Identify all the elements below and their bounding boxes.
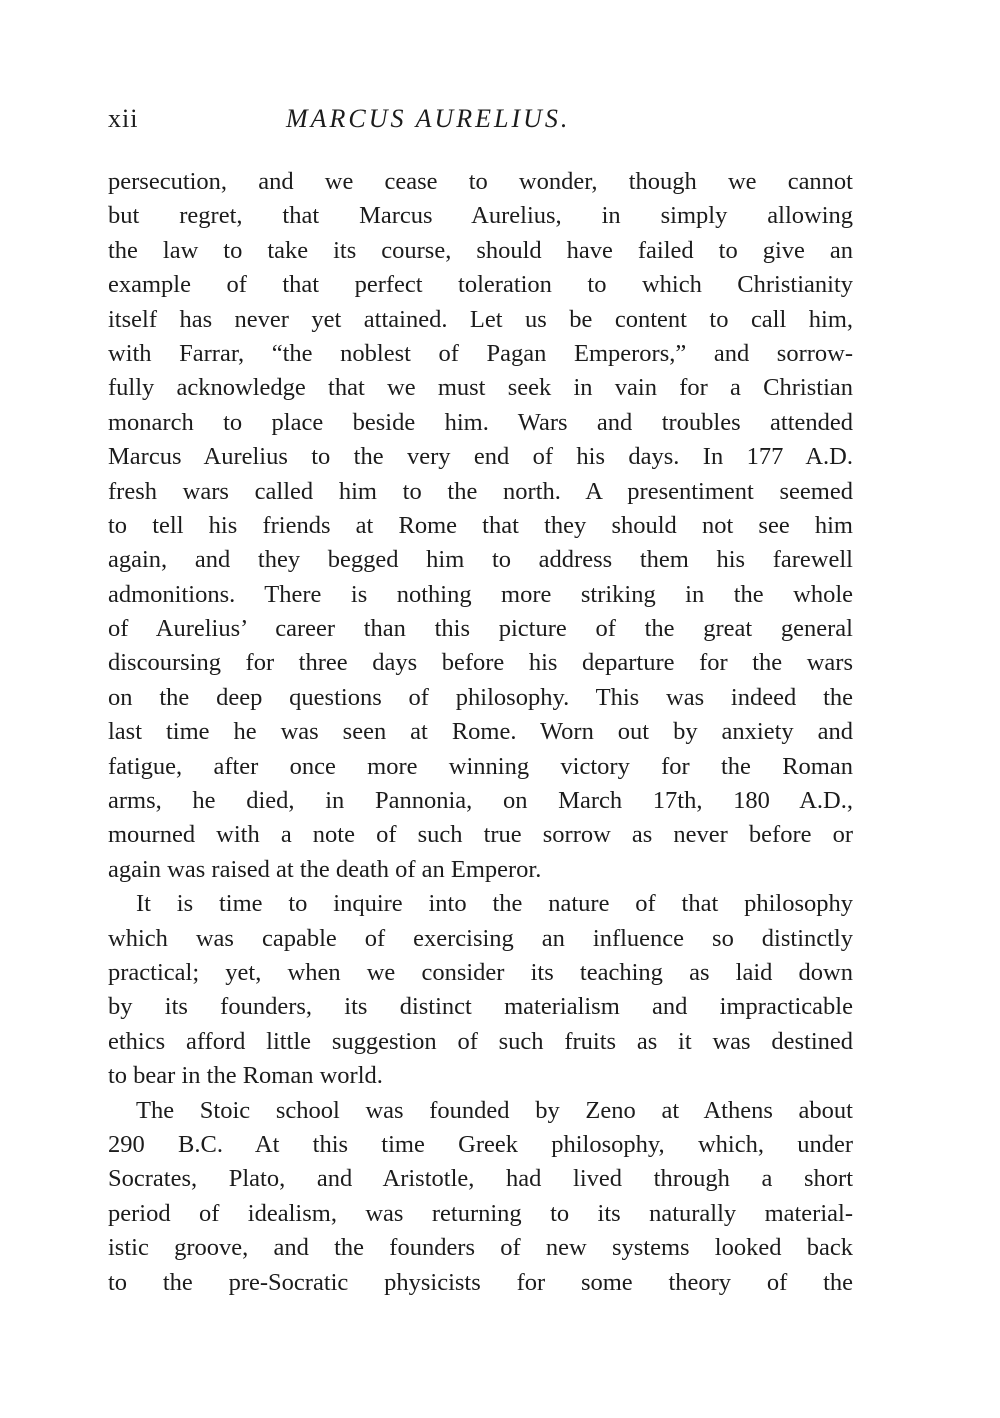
text-line: on the deep questions of philosophy. This was indeed the bbox=[108, 683, 853, 711]
text-line: fresh wars called him to the north. A presentiment seemed bbox=[108, 477, 853, 505]
text-line: which was capable of exercising an influence so distinctly bbox=[108, 924, 853, 952]
text-line: Socrates, Plato, and Aristotle, had lived through a short bbox=[108, 1165, 853, 1193]
text-line: period of idealism, was returning to its naturally material- bbox=[108, 1199, 853, 1227]
running-head: MARCUS AURELIUS. bbox=[286, 104, 571, 133]
text-line: arms, he died, in Pannonia, on March 17th, 180 A.D., bbox=[108, 787, 853, 815]
text-line: 290 B.C. At this time Greek philosophy, which, under bbox=[108, 1130, 853, 1158]
text-line: example of that perfect toleration to which Christianity bbox=[108, 271, 853, 299]
text-line: last time he was seen at Rome. Worn out by anxiety and bbox=[108, 718, 853, 746]
text-line: again was raised at the death of an Emperor. bbox=[108, 855, 542, 883]
text-line: to tell his friends at Rome that they should not see him bbox=[108, 511, 853, 539]
text-line: The Stoic school was founded by Zeno at Athens about bbox=[136, 1096, 853, 1124]
text-line: It is time to inquire into the nature of that philosophy bbox=[136, 890, 853, 918]
page-header bbox=[108, 104, 853, 144]
text-line: practical; yet, when we consider its teaching as laid down bbox=[108, 958, 853, 986]
text-line: by its founders, its distinct materialism and impracticable bbox=[108, 993, 853, 1021]
text-line: to bear in the Roman world. bbox=[108, 1062, 383, 1090]
page-number: xii bbox=[108, 104, 139, 133]
text-line: monarch to place beside him. Wars and troubles attended bbox=[108, 408, 853, 436]
text-line: istic groove, and the founders of new systems looked back bbox=[108, 1234, 853, 1262]
text-line: mourned with a note of such true sorrow as never before or bbox=[108, 821, 853, 849]
text-line: itself has never yet attained. Let us be content to call him, bbox=[108, 305, 853, 333]
paragraph-2 bbox=[108, 887, 853, 1093]
text-line: of Aurelius’ career than this picture of the great general bbox=[108, 615, 853, 643]
text-line: again, and they begged him to address them his farewell bbox=[108, 546, 853, 574]
body-text bbox=[108, 165, 853, 1300]
text-line: but regret, that Marcus Aurelius, in simply allowing bbox=[108, 202, 853, 230]
paragraph-3 bbox=[108, 1094, 853, 1300]
text-line: ethics afford little suggestion of such fruits as it was destined bbox=[108, 1027, 853, 1055]
text-line: fatigue, after once more winning victory for the Roman bbox=[108, 752, 853, 780]
text-line: Marcus Aurelius to the very end of his days. In 177 A.D. bbox=[108, 443, 853, 471]
text-line: fully acknowledge that we must seek in vain for a Christian bbox=[108, 374, 853, 402]
text-line: the law to take its course, should have failed to give an bbox=[108, 236, 853, 264]
text-line: discoursing for three days before his departure for the wars bbox=[108, 649, 853, 677]
text-line: admonitions. There is nothing more striking in the whole bbox=[108, 580, 853, 608]
text-line: to the pre-Socratic physicists for some theory of the bbox=[108, 1268, 853, 1296]
paragraph-1 bbox=[108, 165, 853, 887]
text-line: with Farrar, “the noblest of Pagan Emperors,” and sorrow- bbox=[108, 339, 853, 367]
text-line: persecution, and we cease to wonder, though we cannot bbox=[108, 168, 853, 195]
